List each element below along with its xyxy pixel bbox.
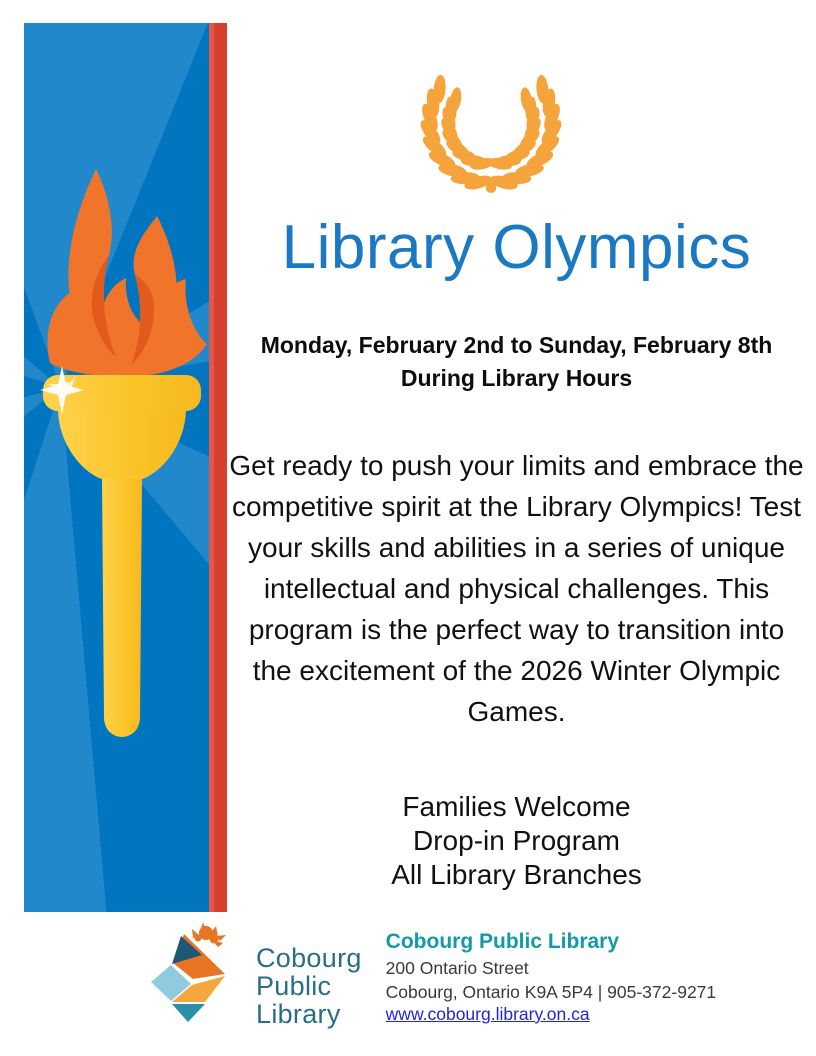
website-link[interactable]: www.cobourg.library.on.ca: [385, 1004, 590, 1024]
red-stripe: [209, 23, 227, 912]
program-description: Get ready to push your limits and embrace the competitive spirit at the Library Olympics! Test your skills and abilities in a series of unique intellectual and physical challenges. This program is the perfect way to transition into the excitement of the 2026 Winter Olympic Games.: [229, 450, 804, 728]
schedule-dates: Monday, February 2nd to Sunday, February 8th: [260, 332, 773, 359]
laurel-wreath-icon: [385, 46, 597, 204]
schedule-hours: During Library Hours: [400, 365, 633, 392]
logo-word-cobourg: Cobourg: [256, 943, 362, 973]
logo-word-library: Library: [256, 999, 341, 1029]
logo-wordmark: [256, 944, 362, 1028]
torch-bowl: [58, 411, 186, 479]
address-street: 200 Ontario Street: [385, 958, 529, 978]
highlight-families: Families Welcome: [402, 791, 631, 823]
cobourg-library-logo-icon: [148, 922, 232, 1027]
logo-word-public: Public: [256, 971, 332, 1001]
torch-banner: [24, 23, 227, 912]
torch-handle: [102, 479, 142, 737]
flame-icon: [48, 169, 207, 376]
olympic-torch-icon: [24, 23, 227, 912]
highlight-branches: All Library Branches: [391, 859, 642, 891]
highlights-list: [227, 790, 806, 892]
content-column: [227, 0, 806, 892]
logo-splash: [192, 922, 226, 947]
page-title: Library Olympics: [281, 213, 752, 282]
highlight-dropin: Drop-in Program: [413, 825, 620, 857]
library-name: Cobourg Public Library: [385, 930, 620, 953]
footer: [148, 918, 716, 1028]
address-block: [386, 930, 716, 1025]
address-city-phone: Cobourg, Ontario K9A 5P4 | 905-372-9271: [385, 982, 717, 1002]
schedule-block: [227, 329, 806, 395]
